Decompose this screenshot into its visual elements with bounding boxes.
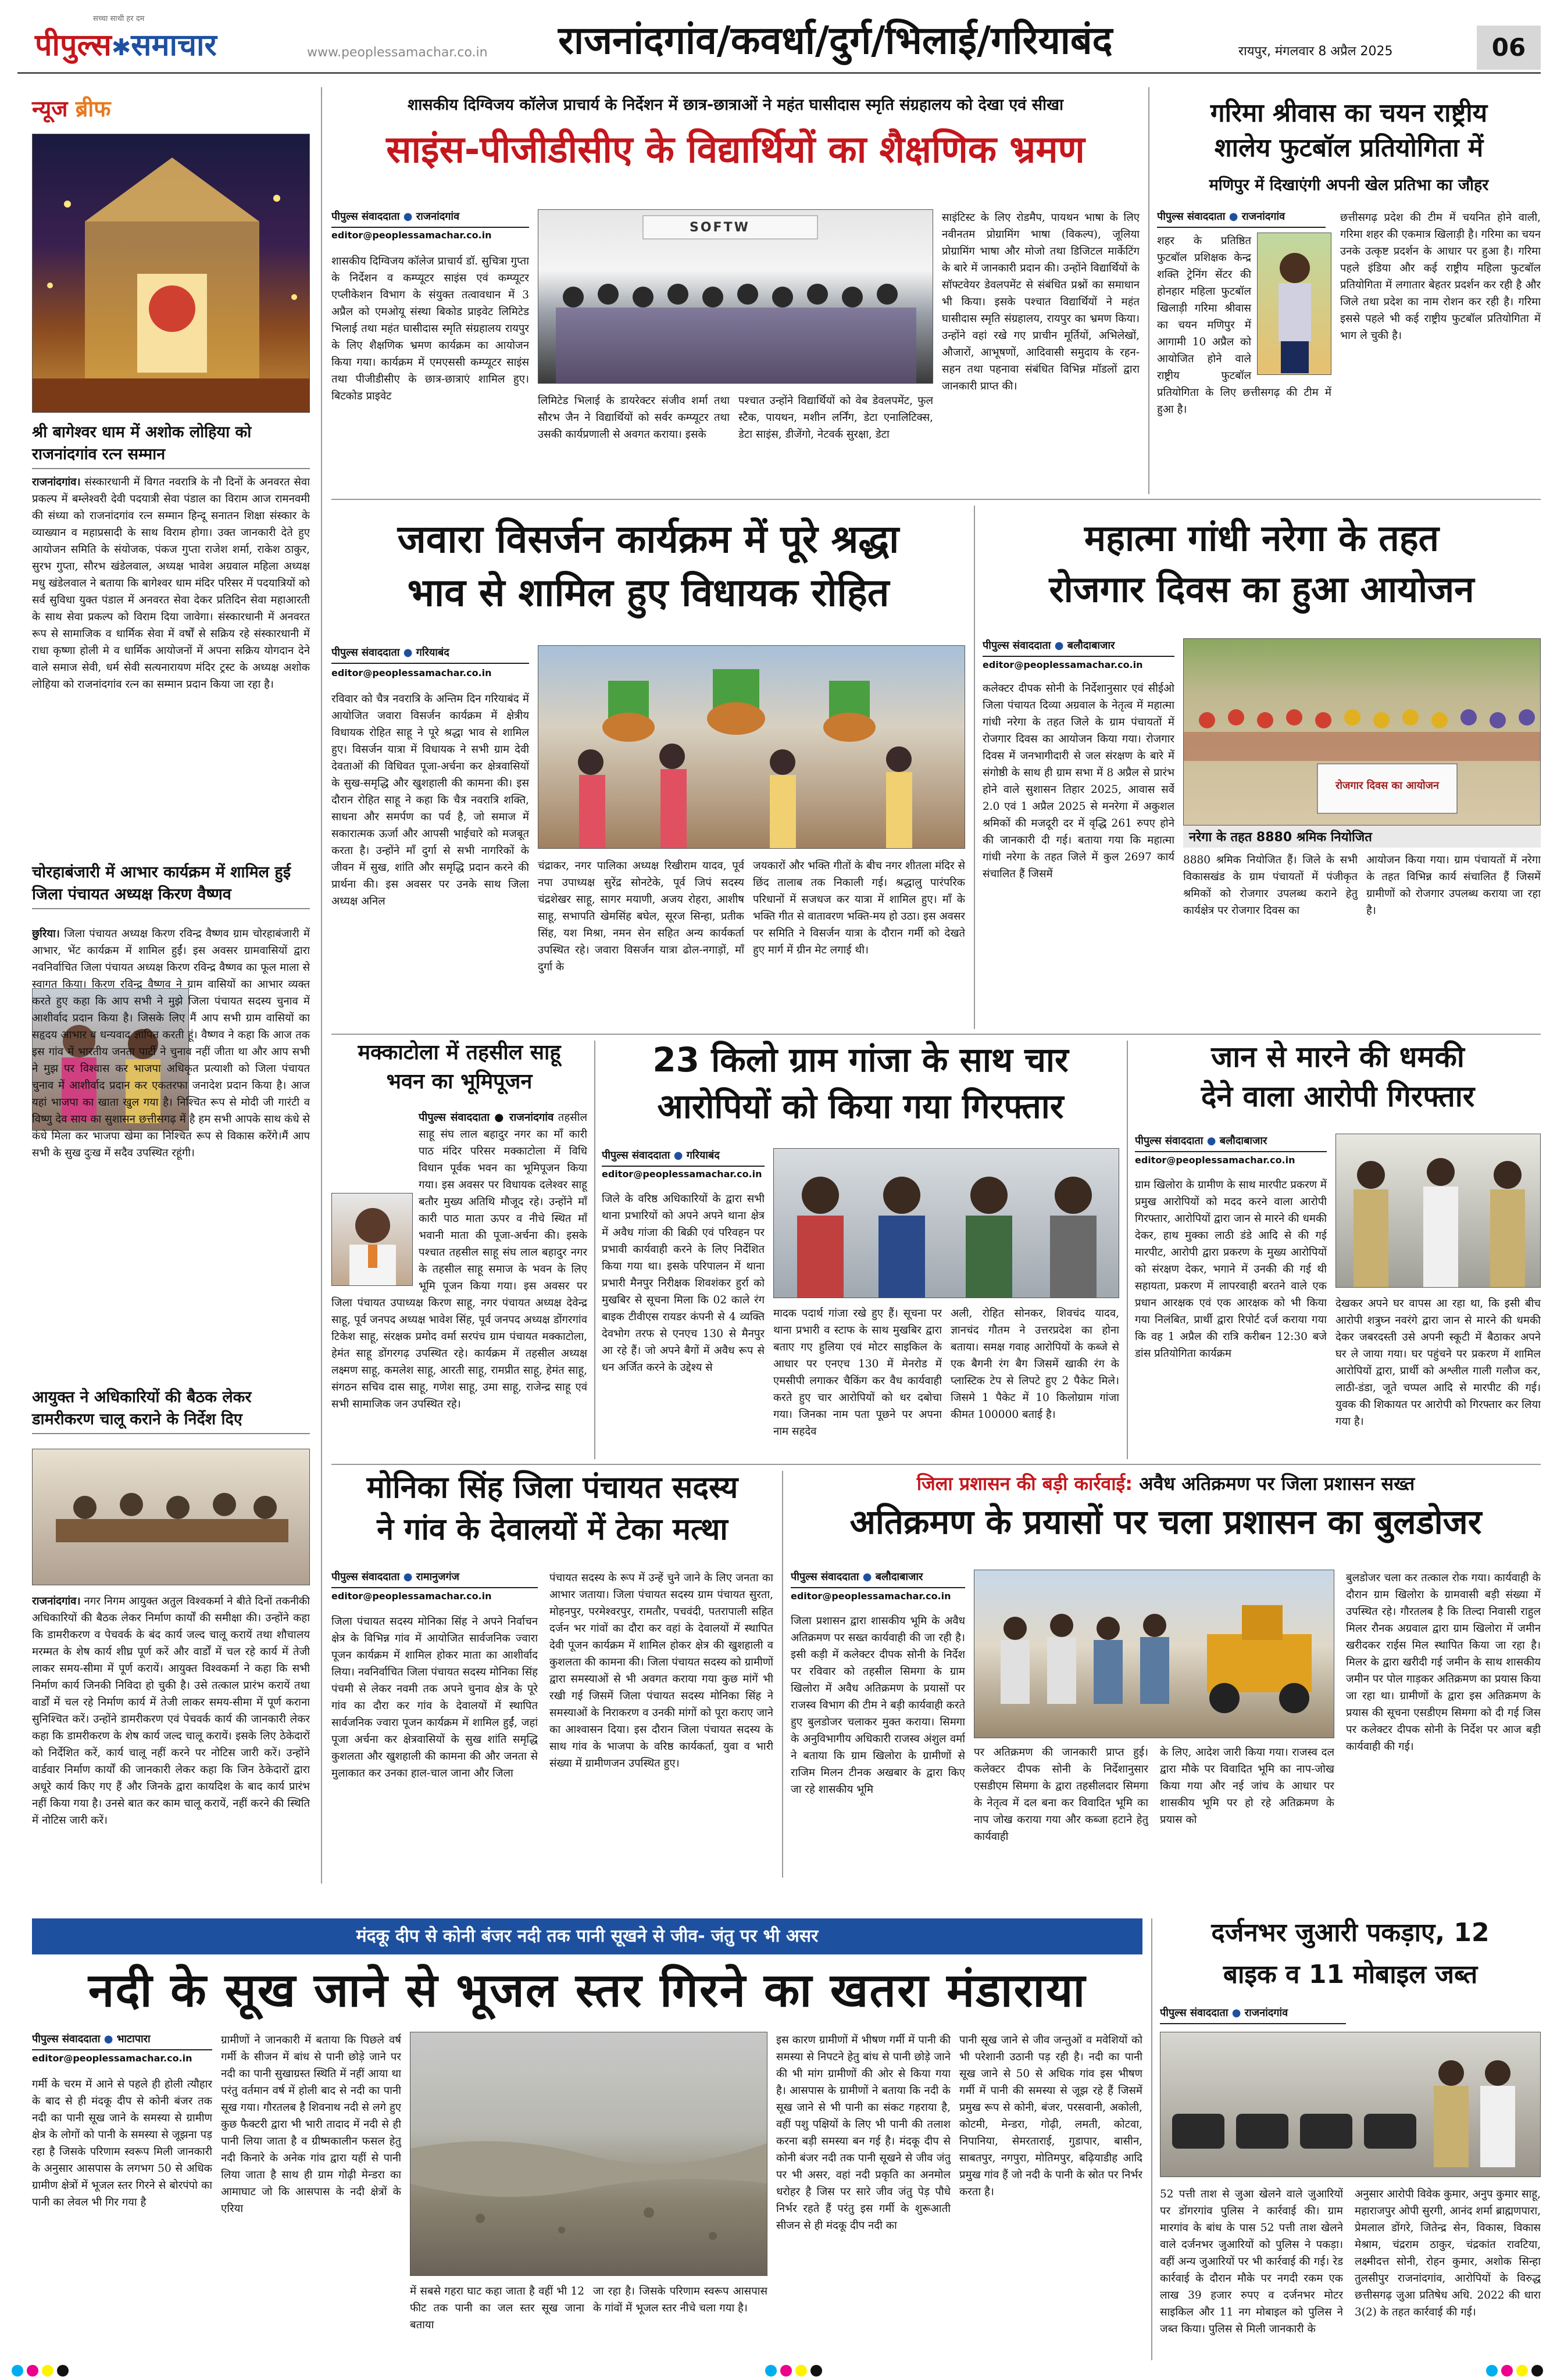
a5-byline: पीपुल्स संवाददाता ● राजनांदगांव [419,1112,554,1124]
temple-photo [32,134,310,413]
a3-col1: रविवार को चैत्र नवरात्रि के अन्तिम दिन गरियाबंद में आयोजित जवारा विसर्जन कार्यक्रम में क्षेत्रीय विधायक रोहित साहू ने पूरे श्रद्धा भाव से शामिल हुए। विसर्जन यात्रा में विधायक ने सभी ग्राम देवी देवताओं की विधिवत पूजा-अर्चना कर क्षेत्रवासियों के सुख-समृद्धि और खुशहाली की कामना की। इस दौरान रोहित साहू ने कहा कि चैत्र नवरात्रि शक्ति, साधना और समर्पण का पर्व है, जो समाज में सकारात्मक ऊर्जा और आपसी भाईचारे को मजबूत करता है। उन्होंने माँ दुर्गा से सभी नागरिकों के जीवन में सुख, शांति और समृद्धि प्रदान करने की प्रार्थना की। इस अवसर पर उनके साथ जिला अध्यक्ष अनिल [331,693,529,907]
a6-col2: मादक पदार्थ गांजा रखे हुए हैं। सूचना पर थाना प्रभारी व स्टाफ के साथ मुखबिर द्वारा बताए गए हुलिया एवं मोटर साइकिल के आधार पर एनएच 130 में मेनरोड में एमसीपी लगाकर चैकिंग कर वैध कार्यवाही करते हुए चार आरोपियों को धर दबोचा गया। जिनका नाम पता पूछने पर अपना नाम सहदेव [773,1307,942,1438]
logo-star-icon: ✱ [111,34,131,61]
a4-workers-photo [1183,638,1541,826]
a3-email[interactable]: editor@peoplessamachar.co.in [331,667,492,678]
a4-col3: आयोजन किया गया। ग्राम पंचायतों में नरेगा के तहत विभिन्न कार्य संचालित हैं जिसमें ग्रामीणों को रोजगार उपलब्ध कराया जा रहा है। [1366,854,1541,917]
a7-headline-2: देने वाला आरोपी गिरफ्तार [1201,1080,1475,1113]
a11-col1: 52 पत्ती ताश से जुआ खेलने वाले जुआरियों पर डोंगरगांव पुलिस ने कार्रवाई की। ग्राम मारगांव के बांध के पास 52 पत्ती ताश खेलने वाले दर्जनभर जुआरियों को पुलिस ने पकड़ा। वहीं अन्य जुआरियों पर भी कार्रवाई की गई। रेड कार्रवाई के दौरान मौके पर नगदी रकम एक लाख 39 हजार रुपए व दर्जनभर मोटर साइकिल और 11 नग मोबाइल को पुलिस ने जब्त किया। पुलिस से मिली जानकारी के [1160,2188,1343,2335]
site-url[interactable]: www.peoplessamachar.co.in [307,45,488,60]
brief-3-headline: आयुक्त ने अधिकारियों की बैठक लेकर डामरीकरण चालू कराने के निर्देश दिए [32,1386,310,1434]
temple-illustration [33,134,310,413]
a2-deck: मणिपुर में दिखाएंगी अपनी खेल प्रतिभा का जौहर [1209,176,1489,194]
brief-1-body: राजनांदगांव। संस्कारधानी में विगत नवरात्रि के नौ दिनों के अनवरत सेवा प्रकल्प में बम्लेश्वरी देवी पदयात्री सेवा पंडाल का विराम आज रामनवमी की संध्या को राजनांदगांव रत्न सम्मान हिन्दू सनातन शिक्षा संस्कार के व्याख्यान व महाप्रसादी के साथ विराम होगा। उक्त जानकारी देते हुए आयोजन समिति के संयोजक, पंकज गुप्ता राजेश शर्मा, राकेश ठाकुर, सुरभ गुप्ता, सौरभ खंडेलवाल, अध्यक्ष भावेश अग्रवाल महिला अध्यक्ष मधु खंडेलवाल ने बताया कि बागेश्वर धाम मंदिर परिसर में पदयात्रियों को सर्व सुविधा युक्त पंडाल में अनवरत सेवा देकर प्रतिदिन सेवा महाआरती के साथ सेवा प्रकल्प को विराम दिया जावेगा। संस्कारधानी में अनवरत रूप से सामाजिक व धार्मिक सेवा में वर्षों से सक्रिय रहे संस्कारधानी में राधा कृष्णा होली मे व धार्मिक आयोजनों में अपना सक्रिय योगदान देने वाले समाज सेवी, धर्म सेवी सत्यनारायण मंदिर ट्रस्ट के अध्यक्ष अशोक लोहिया को राजनांदगांव रत्न का सम्मान प्रदान किया जा रहा है। [32,476,310,691]
a3-byline: पीपुल्स संवाददाता ● गरियाबंद [331,645,529,664]
a9-email[interactable]: editor@peoplessamachar.co.in [791,1591,951,1602]
article-ganja-arrest [602,1041,1119,1459]
logo [35,13,279,65]
a5-mla-photo [331,1193,413,1286]
a2-col1: शहर के प्रतिष्ठित फुटबॉल प्रशिक्षक केन्द्र शक्ति ट्रेनिंग सेंटर की होनहार महिला फुटबॉल खिलाड़ी गरिमा श्रीवास का चयन मणिपुर में आगामी 10 अप्रैल को आयोजित होने वाले राष्ट्रीय फुटबॉल प्रतियोगिता के लिए छत्तीसगढ़ की टीम में हुआ है। [1157,235,1331,416]
a1-headline: साइंस-पीजीडीसीए के विद्यार्थियों का शैक्षणिक भ्रमण [386,128,1085,171]
a3-headline-2: भाव से शामिल हुए विधायक रोहित [407,570,890,615]
a4-headline-2: रोजगार दिवस का हुआ आयोजन [1049,568,1474,610]
article-monika-singh [331,1471,773,1878]
a7-police-photo [1335,1134,1541,1288]
a4-email[interactable]: editor@peoplessamachar.co.in [983,659,1143,670]
a7-col2: देखकर अपने घर वापस आ रहा था, कि इसी बीच आरोपी शत्रुघ्न नवरंगे द्वारा जान से मारने की धमकी देकर जबरदस्ती उसे अपनी स्कूटी में बैठाकर अपने घर ले जाया गया। घर पहुंचने पर प्रकरण में शामिल आरोपियों द्वारा, प्रार्थी को अश्लील गाली गलौज कर, लाठी-डंडा, जूते चप्पल आदि से मारपीट की गई। युवक की शिकायत पर आरोपी को गिरफ्तार कर लिया गया है। [1335,1298,1541,1428]
a9-byline: पीपुल्स संवाददाता ● बलौदाबाजार [791,1570,965,1588]
a2-col2: छत्तीसगढ़ प्रदेश की टीम में चयनित होने वाली, गरिमा शहर की एकमात्र खिलाड़ी है। गरिमा का चयन उनके उत्कृष्ट प्रदर्शन के आधार पर हुआ है। गरिमा पहले इंडिया और कई राष्ट्रीय महिला फुटबॉल प्रतियोगिता में लगातार बेहतर प्रदर्शन कर रही है और जिले तथा प्रदेश का नाम रोशन कर रही है। गरिमा इससे पहले भी कई राष्ट्रीय फुटबॉल प्रतियोगिता में भाग ले चुकी है। [1340,212,1541,342]
a1-kicker: शासकीय दिग्विजय कॉलेज प्राचार्य के निर्देशन में छात्र-छात्राओं ने महंत घासीदास स्मृति संग्रहालय को देखा एवं सीखा [407,96,1064,114]
brief-1-headline: श्री बागेश्वर धाम में अशोक लोहिया को राजनांदगांव रत्न सम्मान [32,421,310,469]
a2-byline: पीपुल्स संवाददाता ● राजनांदगांव [1157,209,1326,228]
masthead [0,0,1557,76]
a8-headline-2: ने गांव के देवालयों में टेका मत्था [377,1512,728,1547]
a6-col1: जिले के वरिष्ठ अधिकारियों के द्वारा सभी थाना प्रभारियों को अपने अपने थाना क्षेत्र में अवैध गांजा की बिक्री एवं परिवहन पर प्रभावी कार्यवाही करने के लिए निर्देशित किया गया था। इसके परिपालन में थाना प्रभारी मैनपुर निरीक्षक शिवशंकर हुर्रा को मुखबिर से सूचना मिला कि 02 काले रंग बाइक टीवीएस रायडर कंपनी से 4 व्यक्ति देवभोग तरफ से एनएच 130 से मैनपुर आ रहे हैं। जो अपने बैगों में अवैध रूप से धन अर्जित करने के उद्देश्य से [602,1193,765,1374]
brief-3-body: राजनांदगांव। नगर निगम आयुक्त अतुल विश्वकर्मा ने बीते दिनों तकनीकी अधिकारियों की बैठक लेकर निर्माण कार्यों की समीक्षा की। उन्होंने कहा कि डामरीकरण व पेचवर्क के बंद कार्य जल्द चालू करायें तथा शौचालय मरम्मत के शेष कार्य शीघ्र पूर्ण करें और वार्डों में चल रहे कार्य में तेजी लाकर समय-सीमा में पूर्ण करायें। आयुक्त विश्वकर्मा ने कहा कि सभी निर्माण कार्य जिनकी निविदा हो चुकी है। उसे तत्काल प्रारंभ करायें तथा वार्डों में चल रहे निर्माण कार्य में तेजी लाकर समय-सीमा में पूर्ण कराना सुनिश्चित करें। उन्होंने डामरीकरण एवं पेचवर्क कार्य की जानकारी लेकर कहा कि डामरीकरण के शेष कार्य जल्द चालू करायें। इसके लिए ठेकेदारों को निर्देशित करें, कार्य चालू नहीं करने पर नोटिस जारी करें। उन्होंने वार्डवार निर्माण कार्यों की जानकारी लेकर कहा कि जिन ठेकेदारों द्वारा अधूरे कार्य किए गए हैं और जिनके द्वारा कायदिश के बाद कार्य प्रारंभ नहीं किया गया है। उनसे बात कर काम चालू करायें, नहीं करने की स्थिति में नोटिस जारी करें। [32,1595,310,1827]
article-threat-arrest [1135,1041,1541,1459]
a3-col2: चंद्राकर, नगर पालिका अध्यक्ष रिखीराम यादव, पूर्व नपा उपाध्यक्ष सुरेंद्र सोनटेके, पूर्व जिपं सदस्य चंद्रशेखर साहू, सागर मयाणी, अजय रोहरा, आशीष साहू, सभापति खेमसिंह बघेल, सूरज सिन्हा, प्रतीक सिंह, यश मिश्रा, नमन सेन सहित अन्य कार्यकर्ता उपस्थित रहे। जवारा विसर्जन यात्रा ढोल-नगाड़ों, माँ दुर्गा के [538,860,744,973]
article-nrega-rojgar-divas [983,506,1541,1029]
print-color-marks [0,2364,1557,2378]
a8-col1: जिला पंचायत सदस्य मोनिका सिंह ने अपने निर्वाचन क्षेत्र के विभिन्न गांव में आयोजित सार्वजनिक ज्वारा पूजन कार्यक्रम में शामिल होकर माता का आशीर्वाद लिया। नवनिर्वाचित जिला पंचायत सदस्य मोनिका सिंह पंचमी से लेकर नवमी तक अपने चुनाव क्षेत्र के पूरे गांव का दौरा कर गांव के देवालयों में स्थापित सार्वजनिक ज्वारा पूजन कार्यक्रम में शामिल हुईं, जहां पूजा अर्चना कर क्षेत्रवासियों के सुख शांति समृद्धि कुशलता और खुशहाली की कामना की और जनता से मुलाकात कर उनका हाल-चाल जाना और जिला [331,1616,538,1779]
a9-kicker: जिला प्रशासन की बड़ी कार्रवाई: अवैध अतिक्रमण पर जिला प्रशासन सख्त [916,1473,1415,1495]
a6-col3: अली, रोहित सोनकर, शिवचंद यादव, ज्ञानचंद गौतम ने उत्तरप्रदेश का होना बताया। समक्ष गवाह आरोपियों के कब्जे से एक बैगनी रंग बैग जिसमें खाकी रंग के प्लास्टिक टेप से लिपटे हुए 2 पैकेट मिले। जिसमे 1 पैकेट में 10 किलोग्राम गांजा कीमत 100000 बताई है। [951,1307,1119,1421]
a4-col2: 8880 श्रमिक नियोजित हैं। जिले के सभी विकासखंड के ग्राम पंचायतों में पंजीकृत श्रमिकों को रोजगार उपलब्ध कराने हेतु कार्यक्षेत्र पर रोजगार दिवस का [1183,854,1358,917]
article-football-selection [1157,87,1541,494]
a10-kicker-band [32,1918,1142,1954]
a9-col4: बुलडोजर चला कर तत्काल रोक गया। कार्यवाही के दौरान ग्राम खिलोरा के ग्रामवासी बड़ी संख्या में उपस्थित रहे। गौरतलब है कि तिल्दा निवासी राहुल मिलर रौनक अग्रवाल द्वारा ग्राम खिलोरा में जमीन खरीदकर राईस मिल स्थापित किया जा रहा है। मिलर के द्वारा खरीदी गई जमीन के साथ शासकीय जमीन पर पोल गाड़कर अतिक्रमण का प्रयास किया जा रहा था। ग्रामीणों के द्वारा इस अतिक्रमण के प्रयास की सूचना एसडीएम सिमगा को दी गई जिस पर कलेक्टर दीपक सोनी के निर्देश पर आज बड़ी कार्यवाही की गई। [1346,1572,1541,1753]
a9-col2: पर अतिक्रमण की जानकारी प्राप्त हुई। कलेक्टर दीपक सोनी के निर्देशानुसार एसडीएम सिमगा के द्वारा तहसीलदार सिमगा के नेतृत्व में दल बना कर विवादित भूमि का नाप जोख कराया गया और कब्जा हटाने हेतु कार्यवाही [974,1746,1148,1843]
article-jawara-visarjan [331,506,965,1029]
a5-body: पीपुल्स संवाददाता ● राजनांदगांव तहसील साहू संघ लाल बहादुर नगर का माँ कारी पाठ मंदिर परिसर मक्काटोला में विधि विधान पूर्वक भवन का भूमिपूजन किया गया। इस अवसर पर विधायक दलेश्वर साहू बतौर मुख्य अतिथि मौजूद रहे। उन्होंने माँ कारी पाठ माता ऊपर व नीचे स्थित माँ भवानी माता की पूजा-अर्चना की। इसके पश्चात तहसील साहू संघ लाल बहादुर नगर के तहसील साहू समाज के भवन के लिए भूमि पूजन किया गया। इस अवसर पर जिला पंचायत उपाध्यक्ष किरण साहू, नगर पंचायत अध्यक्ष देवेन्द्र साहू, पूर्व जनपद अध्यक्ष भावेश सिंह, पूर्व जनपद अध्यक्ष डोंगरगांव टिकेश साहू, संरक्षक प्रमोद वर्मा सरपंच ग्राम पंचायत मक्काटोला, हेमंत साहू डोंगरगढ़ उपस्थित रहे। कार्यक्रम में तहसील अध्यक्ष लक्ष्मण साहू, कमलेश साहू, आरती साहू, रामप्रीत साहू, हेमंत साहू, संगठन सचिव दास साहू, गणेश साहू, उमा साहू, राजेन्द्र साहू एवं सभी सामाजिक जन उपस्थित रहे। [331,1112,587,1410]
a1-col3: पश्चात उन्होंने विद्यार्थियों को वेब डेवलपमेंट, फुल स्टैक, पायथन, मशीन लर्निंग, डेटा एनालिटिक्स, डेटा साइंस, डीजेंगो, नेटवर्क सुरक्षा, डेटा [738,395,933,441]
a3-col3: जयकारों और भक्ति गीतों के बीच नगर शीतला मंदिर से छिंद तालाब तक निकाली गई। श्रद्धालु पारंपरिक परिधानों में सजधज कर यात्रा में शामिल हुए। माँ के भक्ति गीत से वातावरण भक्ति-मय हो उठा। इस अवसर पर समिति ने विसर्जन यात्रा के दौरान गर्मी को देखते हुए मार्ग में ग्रीन मेट लगाई थी। [753,860,965,956]
a6-headline-1: 23 किलो ग्राम गांजा के साथ चार [652,1040,1069,1080]
a11-headline-1: दर्जनभर जुआरी पकड़ाए, 12 [1211,1918,1490,1947]
a4-headline-1: महात्मा गांधी नरेगा के तहत [1084,517,1440,559]
article-gamblers-caught [1160,1918,1541,2360]
news-brief-column [32,93,311,1878]
meeting-photo [32,1449,310,1585]
a8-col2: पंचायत सदस्य के रूप में उन्हें चुने जाने के लिए जनता का आभार जताया। जिला पंचायत सदस्य ग्राम पंचायत सुरता, मोहनपुर, परमेश्वरपुर, रामतौर, पचवंदी, पतरापाली सहित दर्जन भर गांवों का दौरा कर वहां के देवालयों में स्थापित देवी पूजन कार्यक्रम में शामिल होकर क्षेत्र की खुशहाली व कुशलता की कामना की। जिला पंचायत सदस्य को ग्रामीणों द्वारा समस्याओं से भी अवगत कराया गया कुछ मांगें भी रखी गई जिसमें जिला पंचायत सदस्य मोनिका सिंह ने समस्याओं के निराकरण व उनकी मांगों को पूरा कराए जाने का आश्वासन दिया। इस दौरान जिला पंचायत सदस्य के साथ गांव के भाजपा के वरिष्ठ कार्यकर्ता, युवा व भारी संख्या में ग्रामीणजन उपस्थित हुए। [549,1572,773,1770]
a9-col1: जिला प्रशासन द्वारा शासकीय भूमि के अवैध अतिक्रमण पर सख्त कार्यवाही की जा रही है। इसी कड़ी में कलेक्टर दीपक सोनी के निर्देश पर रविवार को तहसील सिमगा के ग्राम खिलोरा में अवैध अतिक्रमण के प्रयासों पर राजस्व विभाग की टीम ने बड़ी कार्यवाही करते हुए बुलडोजर चलाकर मुक्त कराया। सिमगा के अनुविभागीय अधिकारी राजस्व अंशुल वर्मा ने बताया कि ग्राम खिलोरा के ग्रामीणों से राजिम मिलन टीनक अखबार के द्वारा किए जा रहे शासकीय भूमि [791,1615,965,1796]
a10-col4: जा रहा है। जिसके परिणाम स्वरूप आसपास के गांवों में भूजल स्तर नीचे चला गया है। [593,2285,767,2314]
a7-col1: ग्राम खिलोरा के ग्रामीण के साथ मारपीट प्रकरण में प्रमुख आरोपियों को मदद करने वाला आरोपी गिरफ्तार, आरोपियों द्वारा जान से मारने की धमकी देकर, हाथ मुक्का लाठी डंडे आदि से की गई मारपीट, आरोपी द्वारा प्रकरण के मुख्य आरोपियों को संरक्षण देकर, भगाने में उनकी की गई थी सहायता, प्रकरण में लापरवाही बरतने वाले एक प्रधान आरक्षक एवं एक आरक्षक को भी किया गया निलंबित, प्रार्थी द्वारा रिपोर्ट दर्ज कराया गया कि वह 1 अप्रैल की रात्रि करीबन 12:30 बजे डांस प्रतियोगिता कार्यक्रम [1135,1179,1327,1360]
a8-byline: पीपुल्स संवाददाता ● रामानुजगंज [331,1570,538,1588]
a6-accused-photo [773,1148,1119,1298]
a5-headline-1: मक्काटोला में तहसील साहू [358,1041,561,1064]
a1-sign-text: SOFTW [690,220,750,235]
a9-col3: के लिए, आदेश जारी किया गया। राजस्व दल द्वारा मौके पर विवादित भूमि का नाप-जोख किया गया और नई जांच के आधार पर शासकीय भूमि पर हो रहे अतिक्रमण के प्रयास को [1160,1746,1334,1826]
a10-kicker: मंदकू दीप से कोनी बंजर नदी तक पानी सूखने से जीव- जंतु पर भी असर [356,1926,819,1946]
a8-headline-1: मोनिका सिंह जिला पंचायत सदस्य [366,1470,738,1505]
a9-headline: अतिक्रमण के प्रयासों पर चला प्रशासन का बुलडोजर [849,1502,1482,1542]
a11-headline-2: बाइक व 11 मोबाइल जब्त [1223,1960,1478,1989]
a6-email[interactable]: editor@peoplessamachar.co.in [602,1168,762,1180]
article-educational-tour [331,87,1140,494]
section-title: राजनांदगांव/कवर्धा/दुर्ग/भिलाई/गरियाबंद [558,18,1113,63]
brief-2-body: छुरिया। जिला पंचायत अध्यक्ष किरण रविन्द्र वैष्णव ग्राम चोरहाबंजारी में आभार, भेंट कार्यक्रम में शामिल हुईं। इस अवसर ग्रामवासियों द्वारा नवनिर्वाचित जिला पंचायत अध्यक्ष किरण रविन्द्र वैष्णव का फूल माला से स्वागत किया। किरण रविन्द्र वैष्णव ने ग्राम वासियों का आभार व्यक्त करते हुए कहा कि आप सभी ने मुझे जिला पंचायत सदस्य चुनाव में आशीर्वाद प्रदान किया है। जिसके लिए मैं आप सभी ग्राम वासियों का सहृदय आभार व धन्यवाद ज्ञापित करती हूं। वैष्णव ने कहा कि आज तक इस गांव में भारतीय जनता पार्टी ने चुनाव नहीं जीता था और आप सभी ने मुझ पर विश्वास कर भाजपा अधिकृत प्रत्याशी को जिला पंचायत चुनाव में आशीर्वाद प्रदान कर एकतरफा जनादेश प्रदान किया है। आज यहां भाजपा का खाता खुल गया है। निश्चित रूप से मोदी जी गारंटी व विष्णु देव साय का सुशासन छत्तीसगढ़ में है हम सभी आपके साथ कंधे से कंधे मिला कर भाजपा खेमा का निश्चित रूप से विकास करेंगे।मैं आप सभी के सुख दुःख में सदैव उपस्थित रहूंगी। [32,928,310,1159]
a8-email[interactable]: editor@peoplessamachar.co.in [331,1591,492,1602]
a9-bulldozer-photo [974,1570,1334,1738]
logo-tagline: सच्चा साथी हर दम [93,15,145,23]
a10-byline: पीपुल्स संवाददाता ● भाटापारा [32,2032,212,2050]
a7-byline: पीपुल्स संवाददाता ● बलौदाबाजार [1135,1134,1327,1152]
a3-procession-photo [538,645,965,849]
page-number: 06 [1477,26,1541,70]
dateline: रायपुर, मंगलवार 8 अप्रैल 2025 [1238,44,1393,59]
brief-2-headline: चोरहाबंजारी में आभार कार्यक्रम में शामिल हुई जिला पंचायत अध्यक्ष किरण वैष्णव [32,862,310,909]
a1-col2: लिमिटेड भिलाई के डायरेक्टर संजीव शर्मा तथा सौरभ जैन ने विद्यार्थियों को सर्वर कम्प्यूटर तथा उसकी कार्यप्रणाली से अवगत कराया। इसके [538,395,730,441]
article-encroachment-bulldozer [791,1471,1541,1878]
a2-headline-2: शालेय फुटबॉल प्रतियोगिता में [1214,133,1484,163]
article-river-drying [32,2032,1142,2357]
a11-col2: अनुसार आरोपी विवेक कुमार, अनुप कुमार साहू, महाराजपुर ओपी सुरगी, आनंद शर्मा ब्राह्मणपारा, प्रेमलाल डोंगरे, जितेन्द्र सेन, विकास, विकास मेश्राम, चंद्रराम ठाकुर, चंद्रकांत रावटिया, लक्ष्मीदत्त सोनी, रोहन कुमार, अशोक सिन्हा तुलसीपुर राजनांदगांव, आरोपियों के विरुद्ध छत्तीसगढ़ जुआ प्रतिषेध अधि. 2022 की धारा 3(2) के तहत कार्रवाई की गई। [1355,2188,1541,2318]
a1-col1: शासकीय दिग्विजय कॉलेज प्राचार्य डॉ. सुचित्रा गुप्ता के निर्देशन व कम्प्यूटर साइंस एवं कम्प्यूटर एप्लीकेशन विभाग के संयुक्त तत्वावधान में 3 अप्रैल को एमओयू संस्था बिकोड प्राइवेट लिमिटेड भिलाई तथा महंत घासीदास स्मृति संग्रहालय रायपुर के लिए शैक्षणिक भ्रमण कार्यक्रम का आयोजन किया गया। कार्यक्रम में एमएससी कम्प्यूटर साइंस तथा पीजीडीसीए के छात्र-छात्राएं शामिल हुए। बिटकोड प्राइवेट [331,255,529,402]
a1-col4: साइंटिस्ट के लिए रोडमैप, पायथन भाषा के लिए नवीनतम प्रोग्रामिंग भाषा (विकल्प), जूलिया प्रोग्रामिंग भाषा और मोजो तथा डिजिटल मार्केटिंग के बारे में जानकारी प्रदान की। उन्होंने विद्यार्थियों के सॉफ्टवेयर डेवलपमेंट से संबंधित प्रश्नों का समाधान भी किया। इसके पश्चात विद्यार्थियों ने महंत घासीदास स्मृति संग्रहालय, रायपुर का भ्रमण किया। उन्होंने वहां रखे गए प्राचीन मूर्तियों, अभिलेखों, औजारों, आभूषणों, आदिवासी समुदाय के रहन-सहन तथा पहनावा संबंधित विभिन्न मॉडलों द्वारा जानकारी प्राप्त की। [942,212,1140,392]
a3-headline-1: जवारा विसर्जन कार्यक्रम में पूरे श्रद्धा [397,517,899,562]
a11-byline: पीपुल्स संवाददाता ● राजनांदगांव [1160,2006,1346,2024]
logo-text-b: समाचार [131,28,217,63]
a10-col6: पानी सूख जाने से जीव जन्तुओं व मवेशियों को भी परेशानी उठानी पड़ रही है। नदी का पानी सूख जाने से 50 से अधिक गांव इस भीषण गर्मी में पानी की समस्या से जूझ रहे हैं जिसमें प्रमुख रूप से कोनी, बंजर, परसवानी, अकोली, कोटमी, मेन्डरा, गोढ़ी, लमती, कोटवा, निपानिया, सेमरताराई, गुडापार, बासीन, साबतपुर, नगपुरा, मोतिमपुर, बढ़ियाडीह आदि प्रमुख गांव हैं जो नदी के पानी के स्रोत पर निर्भर करता है। [959,2034,1142,2198]
a10-email[interactable]: editor@peoplessamachar.co.in [32,2053,192,2064]
a10-col5: इस कारण ग्रामीणों में भीषण गर्मी में पानी की समस्या से निपटने हेतु बांध से पानी छोड़े जाने की भी मांग ग्रामीणों की ओर से किया गया है। आसपास के ग्रामीणों ने बताया कि नदी के सूख जाने से भी पानी का संकट गहराया है, वहीं पशु पक्षियों के लिए भी पानी की तलाश करना बड़ी समस्या बन गई है। मंदकू दीप से कोनी बंजर नदी तक पानी सूखने से जीव जंतु पर भी असर, वहां नदी प्रकृति का अनमोल धरोहर है जिस पर सारे जीव जंतु पेड़ पौधे निर्भर रहते हैं परंतु इस गर्मी के शुरूआती सीजन से ही मंदकू दीप नदी का [776,2034,951,2232]
a11-seized-items-photo [1160,2032,1541,2177]
a2-headline-1: गरिमा श्रीवास का चयन राष्ट्रीय [1210,98,1488,128]
a7-email[interactable]: editor@peoplessamachar.co.in [1135,1155,1295,1166]
a6-headline-2: आरोपियों को किया गया गिरफ्तार [657,1087,1064,1126]
a1-group-photo [538,209,933,384]
a2-player-photo [1257,233,1331,375]
a7-headline-1: जान से मारने की धमकी [1211,1040,1465,1074]
news-brief-label: न्यूज ब्रीफ [32,96,111,121]
a1-byline: पीपुल्स संवाददाता ● राजनांदगांव [331,209,529,228]
a4-byline: पीपुल्स संवाददाता ● बलौदाबाजार [983,638,1174,657]
a5-headline-2: भवन का भूमिपूजन [386,1070,533,1093]
a10-col3: में सबसे गहरा घाट कहा जाता है वहीं भी 12 फीट तक पानी का जल स्तर सूख जाना बताया [410,2285,584,2331]
a10-col2: ग्रामीणों ने जानकारी में बताया कि पिछले वर्ष गर्मी के सीजन में बांध से पानी छोड़े जाने पर नदी का पानी सुखाग्रस्त स्थिति में नहीं आया था परंतु वर्तमान वर्ष में होली बाद से नदी का पानी सूख गया। गौरतलब है शिवनाथ नदी से लगे हुए कुछ फैक्टरी द्वारा भी भारी तादाद में नदी से ही पानी लिया जाता है व ग्रीष्मकालीन फसल हेतु नदी किनारे के अनेक गांव द्वारा यहीं से पानी लिया जाता है साथ ही ग्राम गोढ़ी मेन्डरा का आमाघाट जो कि आसपास के नदी क्षेत्रों के एरिया [221,2034,401,2215]
a4-col1: कलेक्टर दीपक सोनी के निर्देशानुसार एवं सीईओ जिला पंचायत दिव्या अग्रवाल के नेतृत्व में महात्मा गांधी नरेगा के तहत जिले के ग्राम पंचायतों में रोजगार दिवस का आयोजन किया गया। रोजगार दिवस में जनभागीदारी से जल संरक्षण के बारे में संगोष्ठी के साथ ही ग्राम सभा में 8 अप्रैल से प्रारंभ होने वाले सुशासन तिहार 2025, आवास सर्वे 2.0 एवं 1 अप्रैल 2025 से मनरेगा में अकुशल श्रमिकों की मजदूरी दर में वृद्धि 261 रुपए होने की जानकारी दी गई। बताया गया कि महात्मा गांधी नरेगा के तहत जिले में कुल 2697 कार्य संचालित हैं जिसमें [983,682,1174,880]
a4-photo-caption: नरेगा के तहत 8880 श्रमिक नियोजित [1183,826,1541,848]
a6-byline: पीपुल्स संवाददाता ● गरियाबंद [602,1148,765,1167]
article-bhoomipujan [331,1041,587,1459]
a10-dry-river-photo [410,2032,767,2276]
a1-email[interactable]: editor@peoplessamachar.co.in [331,230,492,241]
a10-col1: गर्मी के चरम में आने से पहले ही होली त्यौहार के बाद से ही मंदकू दीप से कोनी बंजर तक नदी का पानी सूख जाने के समस्या से ग्रामीण क्षेत्र के लोगों को पानी के समस्या से जूझना पड़ रहा है जिसके परिणाम स्वरूप मिली जानकारी के अनुसार आसपास के लगभग 50 से अधिक ग्रामीण क्षेत्रों में भूजल स्तर गिरने से बोरपंपो का पानी का लेवल भी गिर गया है [32,2078,212,2209]
a4-banner-text: रोजगार दिवस का आयोजन [1335,780,1440,792]
a10-headline: नदी के सूख जाने से भूजल स्तर गिरने का खतरा मंडाराया [88,1963,1087,2017]
logo-text-a: पीपुल्स [35,28,112,63]
